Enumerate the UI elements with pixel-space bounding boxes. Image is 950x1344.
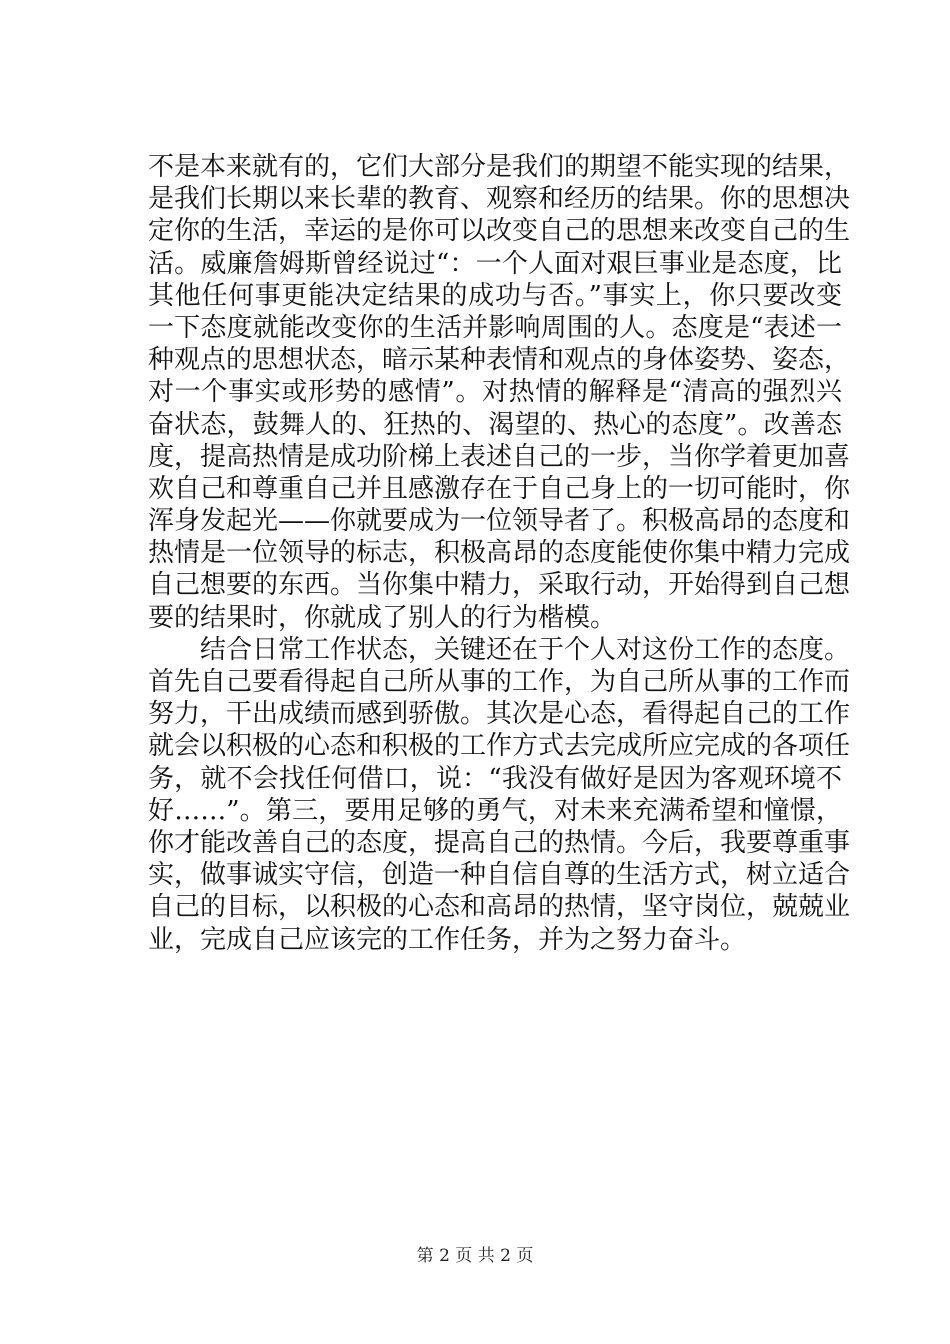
text-line: 实，做事诚实守信，创造一种自信自尊的生活方式，树立适合	[148, 860, 851, 891]
text-line: 种观点的思想状态，暗示某种表情和观点的身体姿势、姿态，	[148, 345, 851, 376]
text-line: 定你的生活，幸运的是你可以改变自己的思想来改变自己的生	[148, 216, 851, 247]
text-line: 奋状态，鼓舞人的、狂热的、渴望的、热心的态度”。改善态	[148, 409, 842, 440]
text-line: 务，就不会找任何借口，说：“我没有做好是因为客观环境不	[148, 763, 842, 794]
text-line: 浑身发起光——你就要成为一位领导者了。积极高昂的态度和	[148, 506, 851, 537]
text-line: 对一个事实或形势的感情”。对热情的解释是“清高的强烈兴	[148, 377, 842, 408]
text-line: 一下态度就能改变你的生活并影响周围的人。态度是“表述一	[148, 312, 842, 343]
text-line: 努力，干出成绩而感到骄傲。其次是心态，看得起自己的工作	[148, 699, 851, 730]
body-text	[148, 151, 851, 956]
text-line: 你才能改善自己的态度，提高自己的热情。今后，我要尊重事	[148, 827, 851, 858]
text-line: 欢自己和尊重自己并且感激存在于自己身上的一切可能时，你	[148, 473, 851, 504]
text-line: 热情是一位领导的标志，积极高昂的态度能使你集中精力完成	[148, 538, 851, 569]
text-line: 度，提高热情是成功阶梯上表述自己的一步，当你学着更加喜	[148, 441, 851, 472]
text-line: 业，完成自己应该完的工作任务，并为之努力奋斗。	[148, 924, 747, 955]
text-line: 要的结果时，你就成了别人的行为楷模。	[148, 602, 617, 633]
text-line: 活。威廉詹姆斯曾经说过“：一个人面对艰巨事业是态度，比	[148, 248, 842, 279]
text-line: 自己想要的东西。当你集中精力，采取行动，开始得到自己想	[148, 570, 851, 601]
text-line: 结合日常工作状态，关键还在于个人对这份工作的态度。	[148, 634, 851, 665]
text-line: 是我们长期以来长辈的教育、观察和经历的结果。你的思想决	[148, 184, 851, 215]
text-line: 首先自己要看得起自己所从事的工作，为自己所从事的工作而	[148, 667, 851, 697]
text-line: 自己的目标，以积极的心态和高昂的热情，坚守岗位，兢兢业	[148, 892, 851, 923]
text-line: 好……”。第三，要用足够的勇气，对未来充满希望和憧憬，	[148, 795, 842, 826]
text-line: 不是本来就有的，它们大部分是我们的期望不能实现的结果，	[148, 152, 851, 182]
text-line: 其他任何事更能决定结果的成功与否。”事实上，你只要改变	[148, 280, 842, 311]
page-number-footer: 第 2 页 共 2 页	[416, 1246, 534, 1266]
text-line: 就会以积极的心态和积极的工作方式去完成所应完成的各项任	[148, 731, 851, 762]
